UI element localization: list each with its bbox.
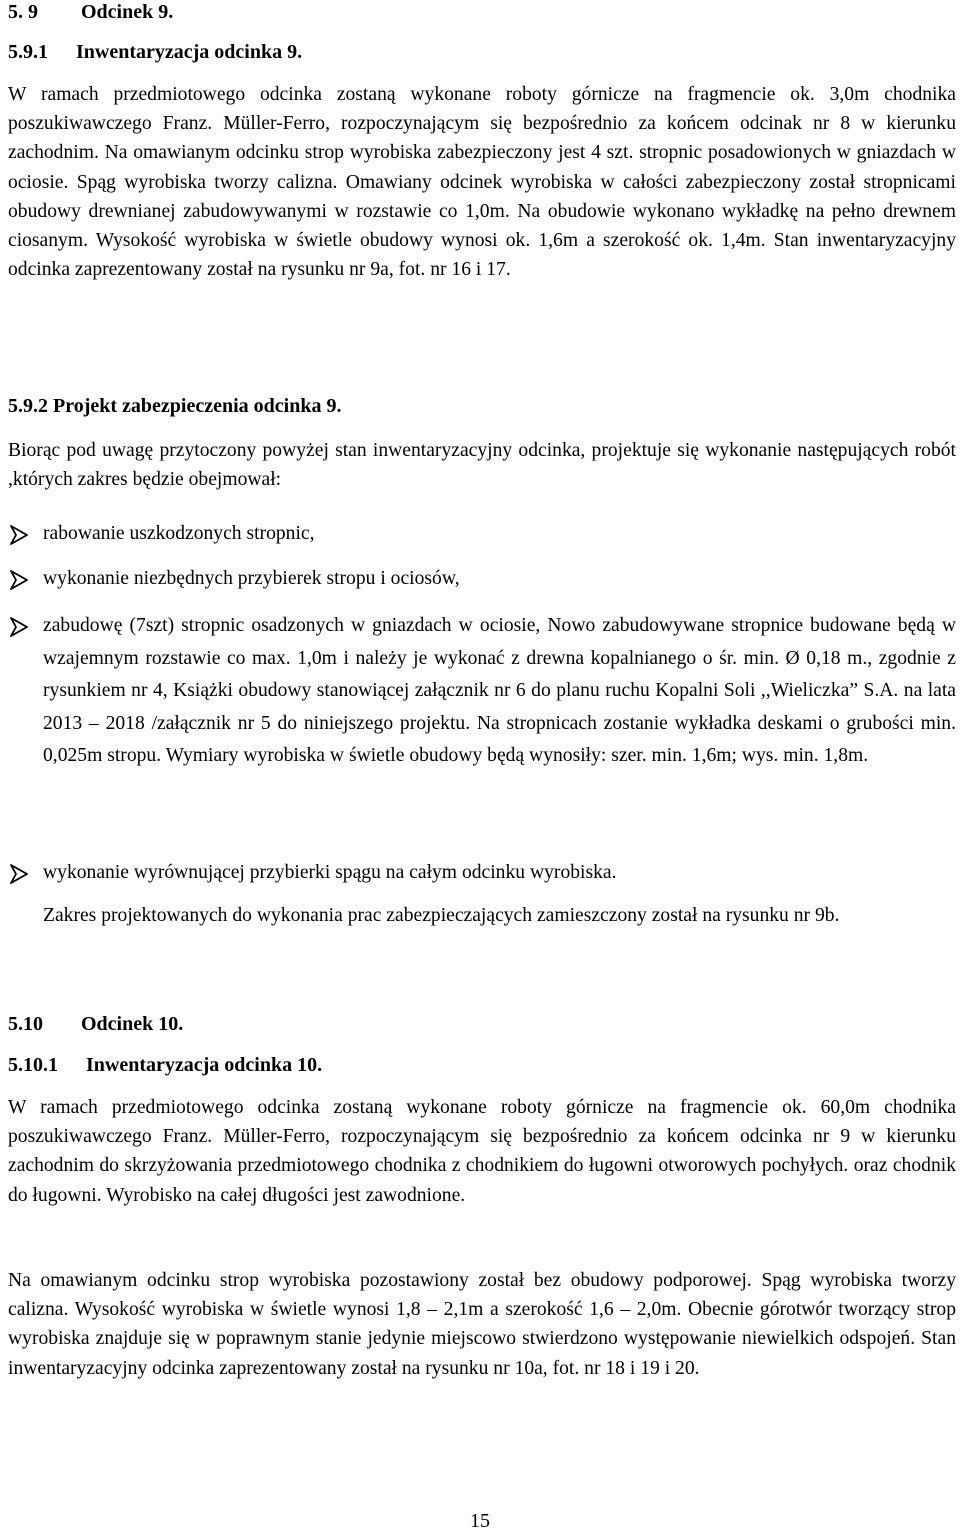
subsection-heading-5-9-1 bbox=[8, 40, 302, 64]
paragraph-project-intro: Biorąc pod uwagę przytoczony powyżej stan inwentaryzacyjny odcinka, projektuje się wykonanie następujących robót ,których zakres będzie obejmował: bbox=[8, 440, 956, 491]
heading-number: 5.10.1 bbox=[8, 1054, 58, 1076]
paragraph-inventory-10-state: Na omawianym odcinku strop wyrobiska pozostawiony został bez obudowy podporowej. Spąg wyrobiska tworzy calizna. Wysokość wyrobiska w świetle wynosi 1,8 – 2,1m a szerokość 1,6 – 2,0m. Obecnie górotwór tworzący strop wyrobiska znajduje się w poprawnym stanie jedynie miejscowo stwierdzono występowanie niewielkich odspojeń. Stan inwentaryzacyjny odcinka zaprezentowany został na rysunku nr 10a, fot. nr 18 i 19 i 20. bbox=[8, 1270, 956, 1379]
paragraph-drawing-reference: Zakres projektowanych do wykonania prac zabezpieczających zamieszczony został na rysunku nr 9b. bbox=[43, 905, 840, 926]
paragraph-inventory-9: W ramach przedmiotowego odcinka zostaną wykonane roboty górnicze na fragmencie ok. 3,0m chodnika poszukiwawczego Franz. Müller-Ferro, rozpoczynającym się bezpośrednio za końcem odcinak nr 8 w kierunku zachodnim. Na omawianym odcinku strop wyrobiska zabezpieczony jest 4 szt. stropnic posadowionych w gniazdach w ociosie. Spąg wyrobiska tworzy calizna. Omawiany odcinek wyrobiska w całości zabezpieczony został stropnicami obudowy drewnianej zabudowywanymi w rozstawie co 1,0m. Na obudowie wykonano wykładkę na pełno drewnem ciosanym. Wysokość wyrobiska w świetle obudowy wynosi ok. 1,6m a szerokość ok. 1,4m. Stan inwentaryzacyjny odcinka zaprezentowany został na rysunku nr 9a, fot. nr 16 i 17. bbox=[8, 84, 956, 281]
arrowhead-bullet-icon bbox=[8, 863, 30, 885]
heading-title: Odcinek 9. bbox=[81, 1, 174, 23]
paragraph-inventory-10: W ramach przedmiotowego odcinka zostaną wykonane roboty górnicze na fragmencie ok. 60,0m chodnika poszukiwawczego Franz. Müller-Ferro, rozpoczynającym się bezpośrednio za końcem odcinka nr 9 w kierunku zachodnim do skrzyżowania przedmiotowego chodnika z chodnikiem do ługowni otworowych pochyłych. oraz chodnik do ługowni. Wyrobisko na całej długości jest zawodnione. bbox=[8, 1097, 956, 1206]
arrowhead-bullet-icon bbox=[8, 616, 30, 638]
heading-title: Odcinek 10. bbox=[81, 1013, 184, 1035]
section-heading-5-9 bbox=[8, 0, 173, 24]
page-number: 15 bbox=[470, 1510, 490, 1532]
heading-title: Inwentaryzacja odcinka 9. bbox=[76, 41, 303, 63]
arrowhead-bullet-icon bbox=[8, 569, 30, 591]
list-item-text: zabudowę (7szt) stropnic osadzonych w gniazdach w ociosie, Nowo zabudowywane stropnice budowane będą w wzajemnym rozstawie co max. 1,0m i należy je wykonać z drewna kopalnianego o śr. min. Ø 0,18 m., zgodnie z rysunkiem nr 4, Książki obudowy stanowiącej załącznik nr 6 do planu ruchu Kopalni Soli ,,Wieliczka” S.A. na lata 2013 – 2018 /załącznik nr 5 do niniejszego projektu. Na stropnicach zostanie wykładka deskami o grubości min. 0,025m stropu. Wymiary wyrobiska w świetle obudowy będą wynosiły: szer. min. 1,6m; wys. min. 1,8m. bbox=[43, 615, 956, 767]
heading-number: 5.9.1 bbox=[8, 41, 48, 63]
subsection-heading-5-9-2: 5.9.2 Projekt zabezpieczenia odcinka 9. bbox=[8, 395, 342, 417]
heading-title: Inwentaryzacja odcinka 10. bbox=[86, 1054, 323, 1076]
arrowhead-bullet-icon bbox=[8, 524, 30, 546]
list-item-text: rabowanie uszkodzonych stropnic, bbox=[43, 523, 315, 544]
subsection-heading-5-10-1 bbox=[8, 1053, 322, 1077]
list-item-text: wykonanie niezbędnych przybierek stropu i ociosów, bbox=[43, 568, 460, 589]
section-heading-5-10 bbox=[8, 1012, 183, 1036]
heading-number: 5.10 bbox=[8, 1013, 43, 1035]
heading-number: 5. 9 bbox=[8, 1, 38, 23]
list-item-text: wykonanie wyrównującej przybierki spągu na całym odcinku wyrobiska. bbox=[43, 862, 617, 883]
